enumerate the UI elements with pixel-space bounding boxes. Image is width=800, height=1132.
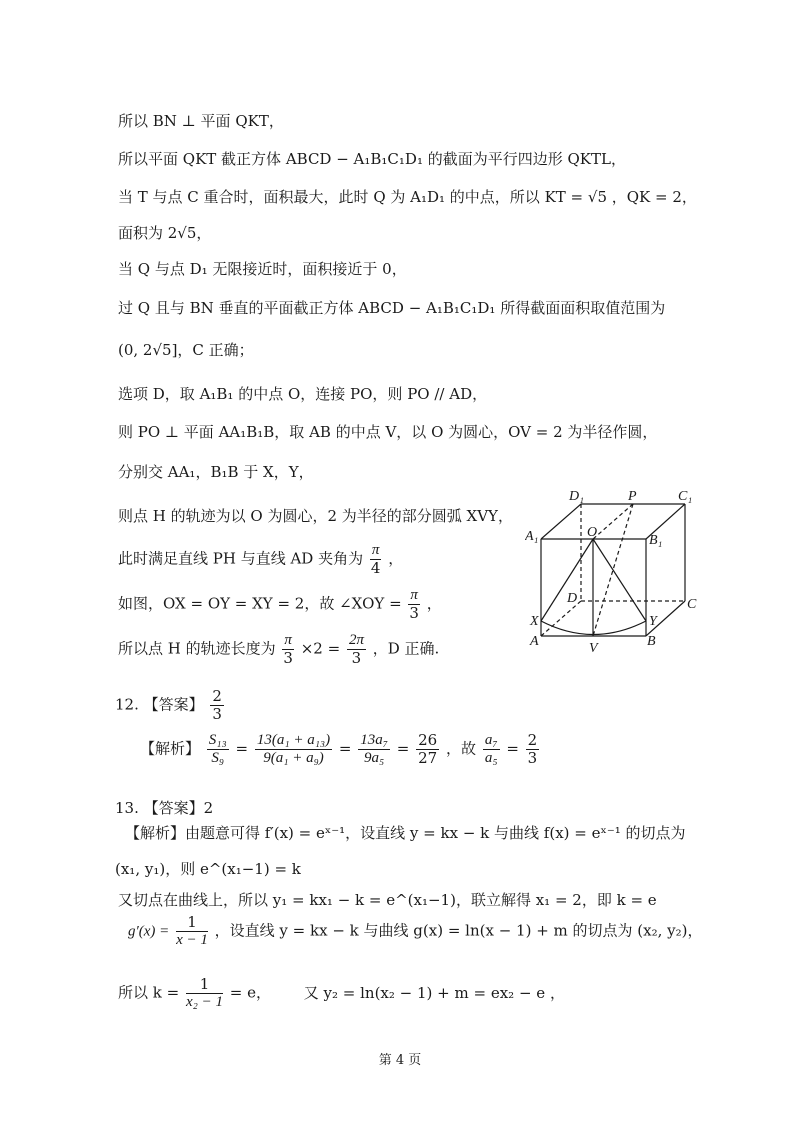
text-line: 如图，OX = OY = XY = 2，故 ∠XOY = $\frac{\pi}{3}$ ，: [118, 587, 442, 622]
vertex-label: C₁: [678, 489, 693, 504]
vertex-label: C: [687, 597, 697, 612]
text-line: 当 Q 与点 D₁ 无限接近时，面积接近于 0，: [118, 260, 407, 278]
text-line: g′(x) = $\frac{1}{x - 1}$ ，设直线 y = kx − k 与曲线 g(x) = ln(x − 1) + m 的切点为 (x₂, y₂)，: [128, 913, 703, 948]
q13-answer: 13. 【答案】2: [115, 799, 214, 817]
text-line: 所以平面 QKT 截正方体 ABCD − A₁B₁C₁D₁ 的截面为平行四边形 QKTL，: [118, 150, 626, 168]
vertex-label: B₁: [649, 533, 663, 548]
cube-figure: [525, 488, 705, 658]
fraction-1-over-x2-minus-1: $\frac{1}{\text{x₂ − 1}}$: [185, 975, 223, 1010]
text-line: 所以 BN ⊥ 平面 QKT，: [118, 112, 284, 130]
text-line: 此时满足直线 PH 与直线 AD 夹角为 $\frac{\pi}{4}$ ，: [118, 542, 404, 577]
vertex-label: D₁: [569, 489, 584, 504]
fraction-pi-over-3: $\frac{\pi}{3}$: [283, 632, 293, 667]
text-line: 分别交 AA₁，B₁B 于 X，Y，: [118, 463, 314, 481]
fraction-term-ratio: $\frac{\text{13a₇}}{\text{9a₅}}$: [360, 732, 388, 766]
fraction-2-over-3: $\frac{2}{3}$: [527, 731, 538, 767]
vertex-label: Y: [649, 614, 657, 629]
text-line: 则点 H 的轨迹为以 O 为圆心，2 为半径的部分圆弧 XVY，: [118, 507, 513, 525]
text-line: 所以 k = $\frac{1}{\text{x₂ − 1}}$ = e， 又 y₂ = ln(x₂ − 1) + m = ex₂ − e ，: [118, 975, 565, 1010]
vertex-label: D: [567, 591, 578, 606]
text-line: 所以点 H 的轨迹长度为 $\frac{\pi}{3}$ ×2 = $\frac{2\pi}{3}$ ，D 正确.: [118, 632, 440, 667]
text-line: 则 PO ⊥ 平面 AA₁B₁B，取 AB 的中点 V，以 O 为圆心，OV = 2 为半径作圆，: [118, 423, 658, 441]
text-line: 选项 D，取 A₁B₁ 的中点 O，连接 PO，则 PO // AD，: [118, 385, 488, 403]
fraction-sum-ratio: $\frac{\text{13(a₁ + a₁₃)}}{\text{9(a₁ + a₉)}}$: [256, 732, 331, 766]
text-line: (x₁, y₁)，则 e^(x₁−1) = k: [115, 860, 301, 878]
fraction-26-over-27: $\frac{26}{27}$: [418, 731, 438, 767]
vertex-label: A: [530, 634, 539, 649]
fraction-a7-over-a5: $\frac{\text{a₇}}{\text{a₅}}$: [484, 732, 498, 766]
text-line: 过 Q 且与 BN 垂直的平面截正方体 ABCD − A₁B₁C₁D₁ 所得截面面积取值范围为: [118, 299, 666, 317]
q12-answer: 12. 【答案】 $\frac{2}{3}$: [115, 687, 222, 723]
text-line: (0, 2√5]，C 正确；: [118, 341, 254, 359]
text-line: 【解析】由题意可得 f′(x) = eˣ⁻¹，设直线 y = kx − k 与曲线 f(x) = eˣ⁻¹ 的切点为: [125, 824, 686, 842]
vertex-label: P: [628, 489, 637, 504]
vertex-label: O: [587, 525, 598, 540]
page-number: 第 4 页: [378, 1053, 422, 1068]
vertex-label: B: [647, 634, 656, 649]
text-line: 又切点在曲线上，所以 y₁ = kx₁ − k = e^(x₁−1)，联立解得 x₁ = 2，即 k = e: [118, 891, 657, 909]
fraction-2pi-over-3: $\frac{2\pi}{3}$: [348, 632, 364, 667]
fraction-s13-over-s9: $\frac{\text{S₁₃}}{\text{S₉}}$: [208, 732, 227, 766]
vertex-label: A₁: [525, 529, 539, 544]
fraction-pi-over-4: $\frac{\pi}{4}$: [370, 542, 381, 577]
fraction-1-over-x-minus-1: $\frac{1}{x - 1}$: [176, 913, 208, 948]
vertex-label: X: [530, 614, 539, 629]
fraction-pi-over-3: $\frac{\pi}{3}$: [409, 587, 419, 622]
text-line: 当 T 与点 C 重合时，面积最大，此时 Q 为 A₁D₁ 的中点，所以 KT = √5 ，QK = 2，: [118, 188, 697, 206]
fraction-2-over-3: $\frac{2}{3}$: [212, 687, 222, 723]
vertex-label: V: [589, 641, 598, 656]
q12-analysis: 【解析】 $\frac{\text{S₁₃}}{\text{S₉}}$ = $\frac{\text{13(a₁ + a₁₃)}}{\text{9(a₁ + a₉)}}$ = $\frac{\text{13a₇}}{\text{9a₅}}$ = $\frac{26}{27}$ ，故 $\frac{\text{a₇}}{\text{a₅}}$ = $\frac{2}{3}$: [140, 731, 538, 767]
text-line: 面积为 2√5，: [118, 224, 212, 242]
